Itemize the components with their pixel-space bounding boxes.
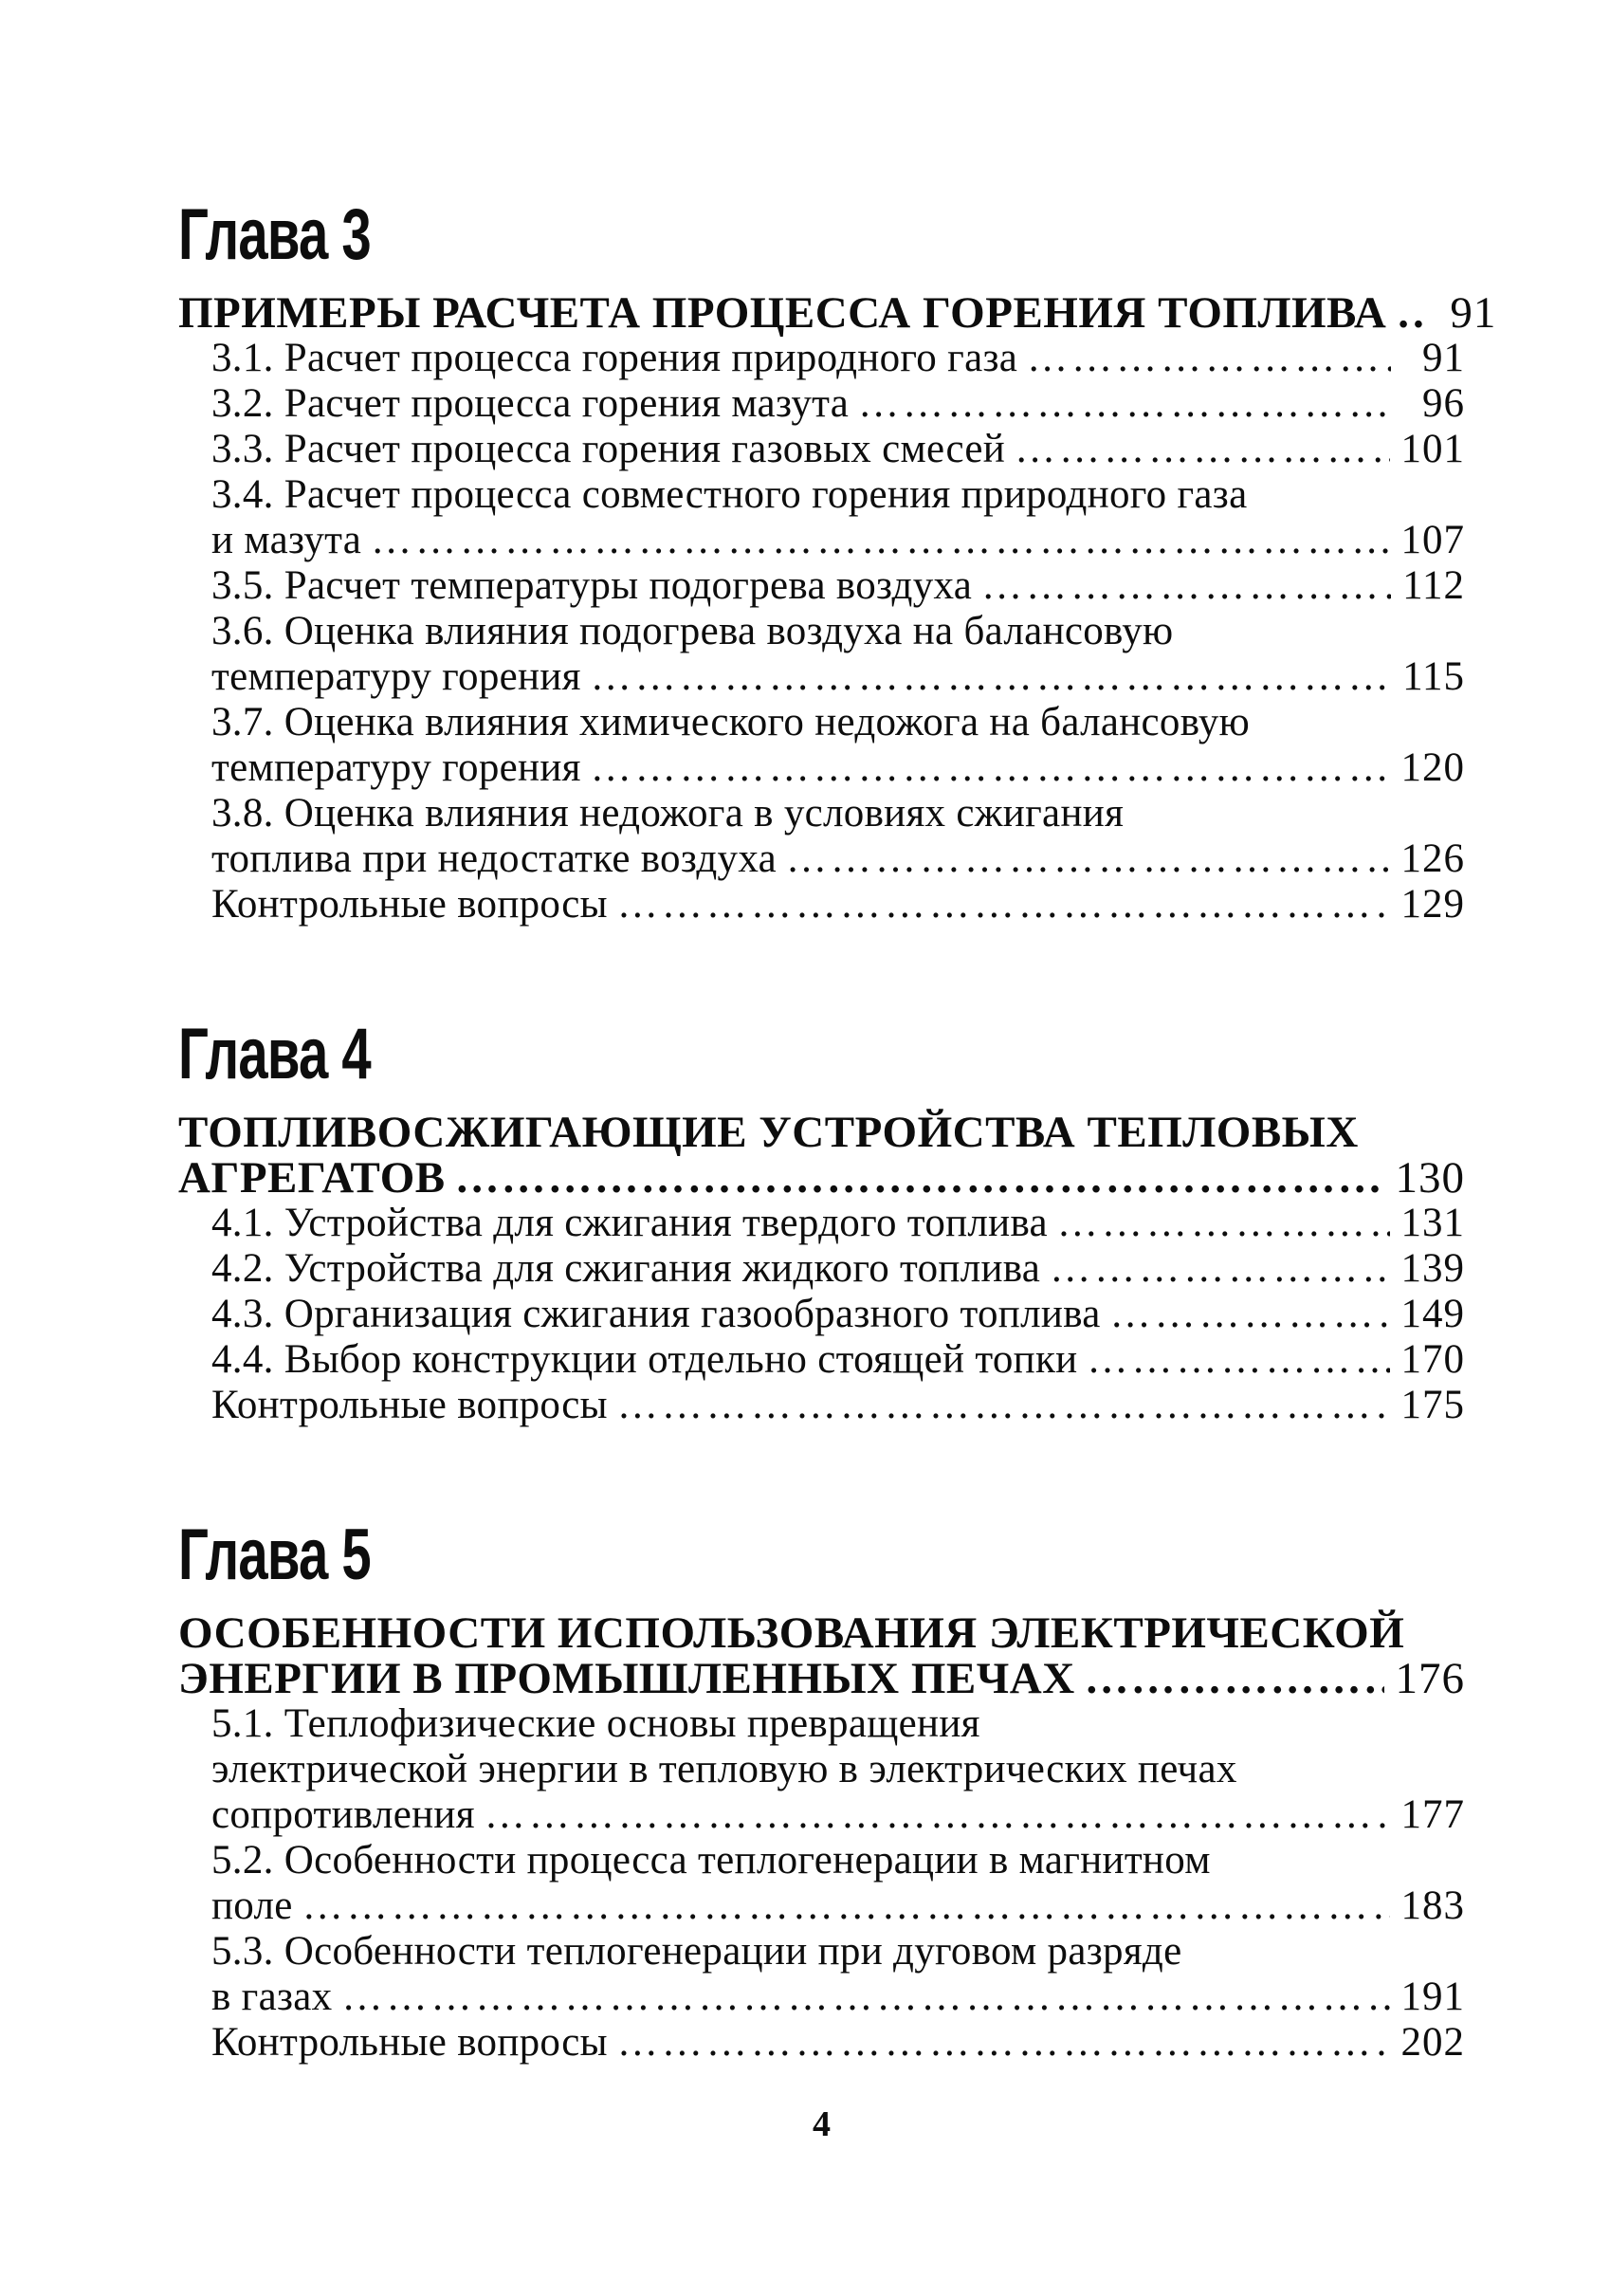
toc-page-number: 96 — [1422, 381, 1465, 426]
toc-page-number: 131 — [1400, 1201, 1465, 1245]
dot-leader — [1396, 290, 1422, 336]
toc-page-number: 175 — [1400, 1383, 1465, 1427]
toc-entry-text: 3.1. Расчет процесса горения природного газа — [211, 336, 1018, 380]
toc-entry-text: АГРЕГАТОВ — [178, 1153, 446, 1203]
dot-leader — [617, 1383, 1390, 1428]
toc-page-number: 107 — [1400, 518, 1465, 562]
toc-row — [178, 882, 1465, 928]
toc-page-number: 191 — [1400, 1975, 1465, 2019]
chapter-heading: Глава 3 — [178, 194, 371, 275]
toc-entry-text: Контрольные вопросы — [211, 882, 608, 927]
dot-leader — [371, 518, 1389, 563]
dot-leader — [341, 1975, 1389, 2020]
toc-entry-text: 3.3. Расчет процесса горения газовых смесей — [211, 427, 1006, 471]
toc-entry-text: ОСОБЕННОСТИ ИСПОЛЬЗОВАНИЯ ЭЛЕКТРИЧЕСКОЙ — [178, 1608, 1405, 1658]
toc-entry-text: 5.2. Особенности процесса теплогенерации в магнитном — [211, 1838, 1211, 1883]
dot-leader — [617, 882, 1390, 928]
toc-page-number: 120 — [1400, 745, 1465, 790]
chapter-rows — [178, 1110, 1465, 1428]
toc-page-number: 139 — [1400, 1246, 1465, 1291]
dot-leader — [1088, 1337, 1390, 1383]
dot-leader — [1085, 1656, 1384, 1701]
toc-entry-text: 3.6. Оценка влияния подогрева воздуха на балансовую — [211, 609, 1174, 653]
toc-row — [178, 654, 1465, 700]
toc-entry-text: сопротивления — [211, 1792, 475, 1837]
toc-row — [178, 1747, 1465, 1792]
table-of-contents — [178, 0, 1497, 2066]
dot-leader — [786, 836, 1390, 882]
chapter-rows — [178, 288, 1497, 928]
toc-entry-text: температуру горения — [211, 654, 581, 699]
toc-row — [178, 288, 1497, 338]
toc-page-number: 112 — [1402, 563, 1465, 608]
toc-row — [178, 1110, 1465, 1155]
folio-page-number: 4 — [813, 2104, 831, 2144]
toc-page-number: 176 — [1395, 1654, 1465, 1703]
toc-row — [178, 1883, 1465, 1929]
toc-row — [178, 2020, 1465, 2066]
toc-row — [178, 1292, 1465, 1337]
dot-leader — [1050, 1246, 1389, 1292]
dot-leader — [1015, 427, 1389, 472]
toc-row — [178, 791, 1465, 836]
toc-row — [178, 563, 1465, 609]
toc-row — [178, 609, 1465, 654]
page-footer — [178, 2103, 1465, 2145]
toc-entry-text: 4.3. Организация сжигания газообразного топлива — [211, 1292, 1101, 1336]
toc-page-number: 91 — [1422, 336, 1465, 380]
chapter-section — [178, 1015, 1465, 1428]
toc-entry-text: 5.1. Теплофизические основы превращения — [211, 1701, 980, 1746]
toc-entry-text: температуру горения — [211, 745, 581, 790]
toc-entry-text: 3.2. Расчет процесса горения мазута — [211, 381, 850, 426]
toc-entry-text: ТОПЛИВОСЖИГАЮЩИЕ УСТРОЙСТВА ТЕПЛОВЫХ — [178, 1108, 1359, 1157]
toc-entry-text: топлива при недостатке воздуха — [211, 836, 777, 881]
dot-leader — [1027, 336, 1391, 381]
toc-row — [178, 472, 1465, 518]
toc-entry-text: 4.2. Устройства для сжигания жидкого топлива — [211, 1246, 1041, 1291]
toc-row — [178, 1656, 1465, 1701]
toc-entry-text: 4.4. Выбор конструкции отдельно стоящей топки — [211, 1337, 1078, 1382]
toc-row — [178, 836, 1465, 882]
toc-row — [178, 745, 1465, 791]
toc-page-number: 202 — [1400, 2020, 1465, 2065]
toc-entry-text: 3.8. Оценка влияния недожога в условиях сжигания — [211, 791, 1125, 836]
chapter-section — [178, 194, 1497, 928]
dot-leader — [485, 1792, 1390, 1838]
toc-entry-text: и мазута — [211, 518, 362, 562]
toc-row — [178, 1337, 1465, 1383]
toc-page-number: 115 — [1402, 654, 1465, 699]
chapter-section — [178, 1515, 1465, 2066]
toc-row — [178, 1610, 1465, 1656]
toc-entry-text: 3.5. Расчет температуры подогрева воздуха — [211, 563, 973, 608]
toc-row — [178, 1201, 1465, 1246]
toc-row — [178, 1383, 1465, 1428]
toc-row — [178, 336, 1465, 381]
toc-entry-text: ПРИМЕРЫ РАСЧЕТА ПРОЦЕССА ГОРЕНИЯ ТОПЛИВА — [178, 288, 1387, 338]
chapter-heading: Глава 5 — [178, 1515, 371, 1595]
dot-leader — [617, 2020, 1390, 2066]
toc-entry-text: ЭНЕРГИИ В ПРОМЫШЛЕННЫХ ПЕЧАХ — [178, 1654, 1075, 1703]
toc-page-number: 170 — [1400, 1337, 1465, 1382]
toc-row — [178, 1975, 1465, 2020]
toc-entry-text: Контрольные вопросы — [211, 2020, 608, 2065]
chapter-heading: Глава 4 — [178, 1014, 371, 1094]
toc-row — [178, 1701, 1465, 1747]
dot-leader — [591, 654, 1391, 700]
toc-entry-text: поле — [211, 1883, 293, 1928]
toc-page-number: 101 — [1400, 427, 1465, 471]
toc-row — [178, 427, 1465, 472]
toc-row — [178, 1929, 1465, 1975]
toc-page-number: 177 — [1400, 1792, 1465, 1837]
chapter-rows — [178, 1610, 1465, 2066]
toc-page-number: 126 — [1400, 836, 1465, 881]
toc-row — [178, 518, 1465, 563]
toc-row — [178, 1838, 1465, 1883]
dot-leader — [981, 563, 1391, 609]
toc-page-number: 91 — [1450, 288, 1497, 338]
dot-leader — [455, 1155, 1384, 1201]
toc-page-number: 183 — [1400, 1883, 1465, 1928]
toc-row — [178, 1155, 1465, 1201]
dot-leader — [591, 745, 1390, 791]
toc-entry-text: 4.1. Устройства для сжигания твердого топлива — [211, 1201, 1048, 1245]
toc-row — [178, 1246, 1465, 1292]
toc-row — [178, 700, 1465, 745]
toc-entry-text: электрической энергии в тепловую в электрических печах — [211, 1747, 1237, 1791]
dot-leader — [858, 381, 1391, 427]
dot-leader — [1110, 1292, 1390, 1337]
dot-leader — [1057, 1201, 1390, 1246]
toc-page-number: 129 — [1400, 882, 1465, 927]
toc-page-number: 149 — [1400, 1292, 1465, 1336]
toc-entry-text: 5.3. Особенности теплогенерации при дуговом разряде — [211, 1929, 1182, 1974]
toc-page-number: 130 — [1395, 1153, 1465, 1203]
dot-leader — [302, 1883, 1390, 1929]
toc-entry-text: 3.4. Расчет процесса совместного горения природного газа — [211, 472, 1248, 517]
toc-row — [178, 1792, 1465, 1838]
toc-entry-text: 3.7. Оценка влияния химического недожога на балансовую — [211, 700, 1251, 744]
toc-entry-text: в газах — [211, 1975, 333, 2019]
toc-entry-text: Контрольные вопросы — [211, 1383, 608, 1427]
toc-row — [178, 381, 1465, 427]
